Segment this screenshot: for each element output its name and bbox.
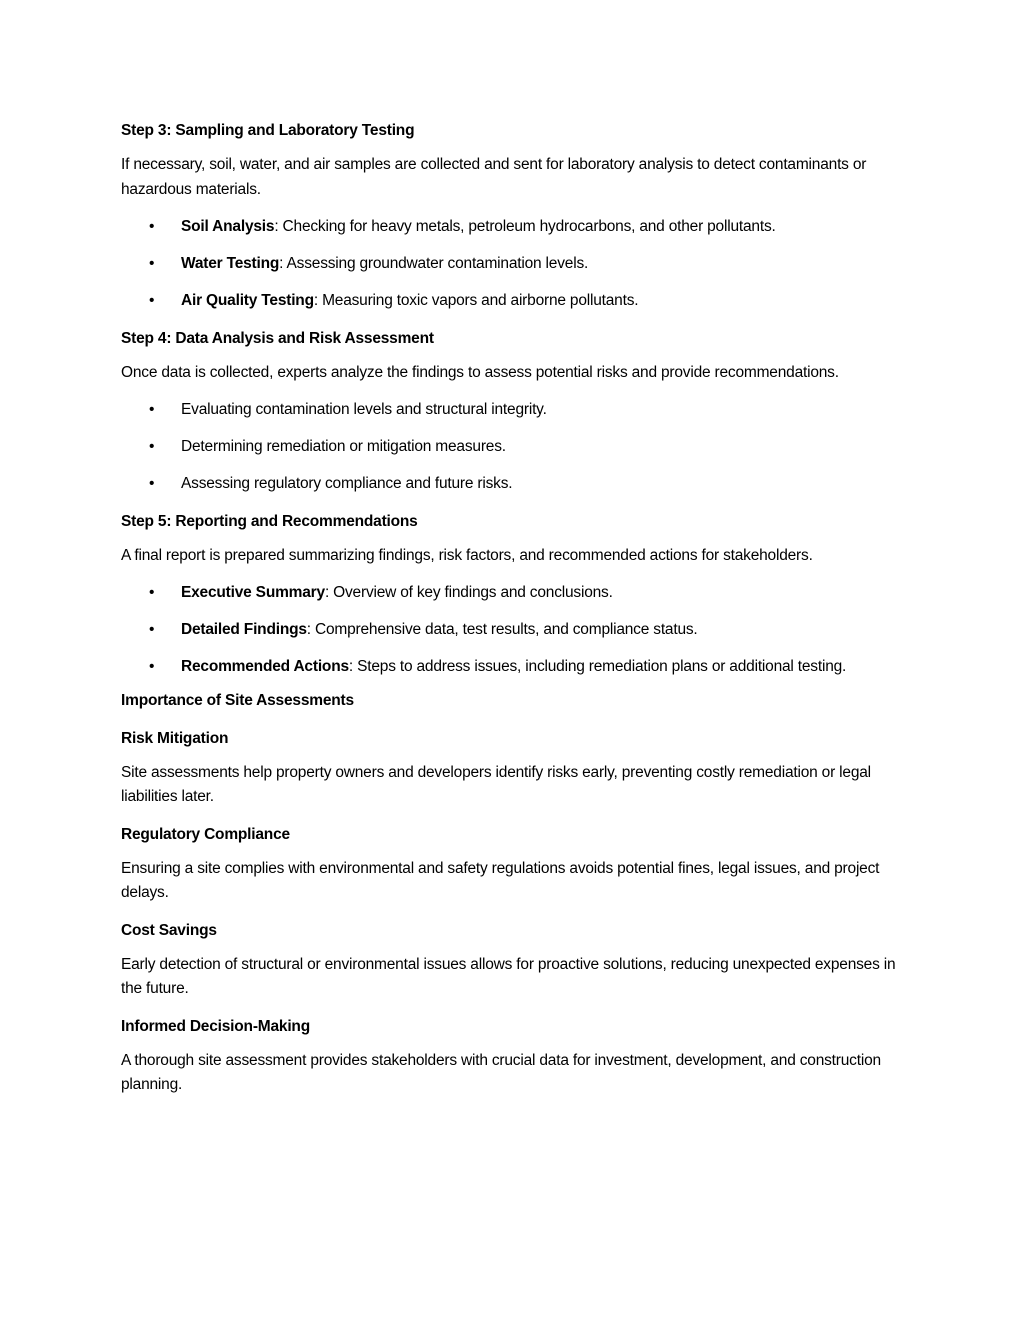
step-3-heading: Step 3: Sampling and Laboratory Testing — [121, 122, 415, 139]
list-item-term: Air Quality Testing — [181, 292, 314, 309]
informed-decision-making-text: A thorough site assessment provides stakeholders with crucial data for investment, development, and construction planning. — [121, 1051, 881, 1093]
list-item-desc: : Assessing groundwater contamination levels. — [279, 255, 589, 272]
step-4-intro: Once data is collected, experts analyze the findings to assess potential risks and provide recommendations. — [121, 363, 839, 381]
list-item: • Evaluating contamination levels and structural integrity. — [121, 398, 911, 423]
list-item — [121, 289, 911, 314]
risk-mitigation-text: Site assessments help property owners and developers identify risks early, preventing costly remediation or legal liabilities later. — [121, 763, 871, 805]
informed-decision-making-heading: Informed Decision-Making — [121, 1017, 310, 1035]
list-item — [121, 618, 911, 643]
list-item-desc: : Measuring toxic vapors and airborne pollutants. — [313, 292, 639, 309]
document-page — [121, 119, 911, 1111]
step-4-heading: Step 4: Data Analysis and Risk Assessment — [121, 329, 434, 347]
list-item — [121, 655, 911, 680]
step-5-list — [121, 581, 911, 680]
step-3-intro: If necessary, soil, water, and air samples are collected and sent for laboratory analysis to detect contaminants or hazardous materials. — [121, 156, 867, 198]
list-item-desc: : Overview of key findings and conclusions. — [324, 584, 613, 601]
cost-savings-text: Early detection of structural or environmental issues allows for proactive solutions, reducing unexpected expenses in the future. — [121, 955, 896, 997]
list-item — [121, 581, 911, 606]
step-5-heading: Step 5: Reporting and Recommendations — [121, 512, 418, 530]
list-item — [121, 215, 911, 240]
list-item-term: Water Testing — [181, 255, 280, 272]
list-item: • Determining remediation or mitigation measures. — [121, 435, 911, 460]
step-4-list — [121, 398, 911, 497]
list-item-desc: : Comprehensive data, test results, and compliance status. — [306, 621, 698, 638]
list-item — [121, 252, 911, 277]
step-5-intro: A final report is prepared summarizing findings, risk factors, and recommended actions for stakeholders. — [121, 546, 813, 564]
risk-mitigation-heading: Risk Mitigation — [121, 729, 229, 747]
list-item-desc: : Steps to address issues, including remediation plans or additional testing. — [348, 658, 847, 675]
step-3-list — [121, 215, 911, 314]
list-item-term: Recommended Actions — [181, 658, 349, 675]
list-item-term: Soil Analysis — [181, 218, 275, 235]
list-item: • Assessing regulatory compliance and future risks. — [121, 472, 911, 497]
cost-savings-heading: Cost Savings — [121, 921, 217, 939]
regulatory-compliance-text: Ensuring a site complies with environmental and safety regulations avoids potential fines, legal issues, and project delays. — [121, 859, 880, 901]
regulatory-compliance-heading: Regulatory Compliance — [121, 825, 290, 843]
importance-heading: Importance of Site Assessments — [121, 691, 354, 709]
list-item-term: Detailed Findings — [181, 621, 307, 638]
list-item-term: Executive Summary — [181, 584, 325, 601]
list-item-desc: : Checking for heavy metals, petroleum hydrocarbons, and other pollutants. — [274, 218, 776, 235]
